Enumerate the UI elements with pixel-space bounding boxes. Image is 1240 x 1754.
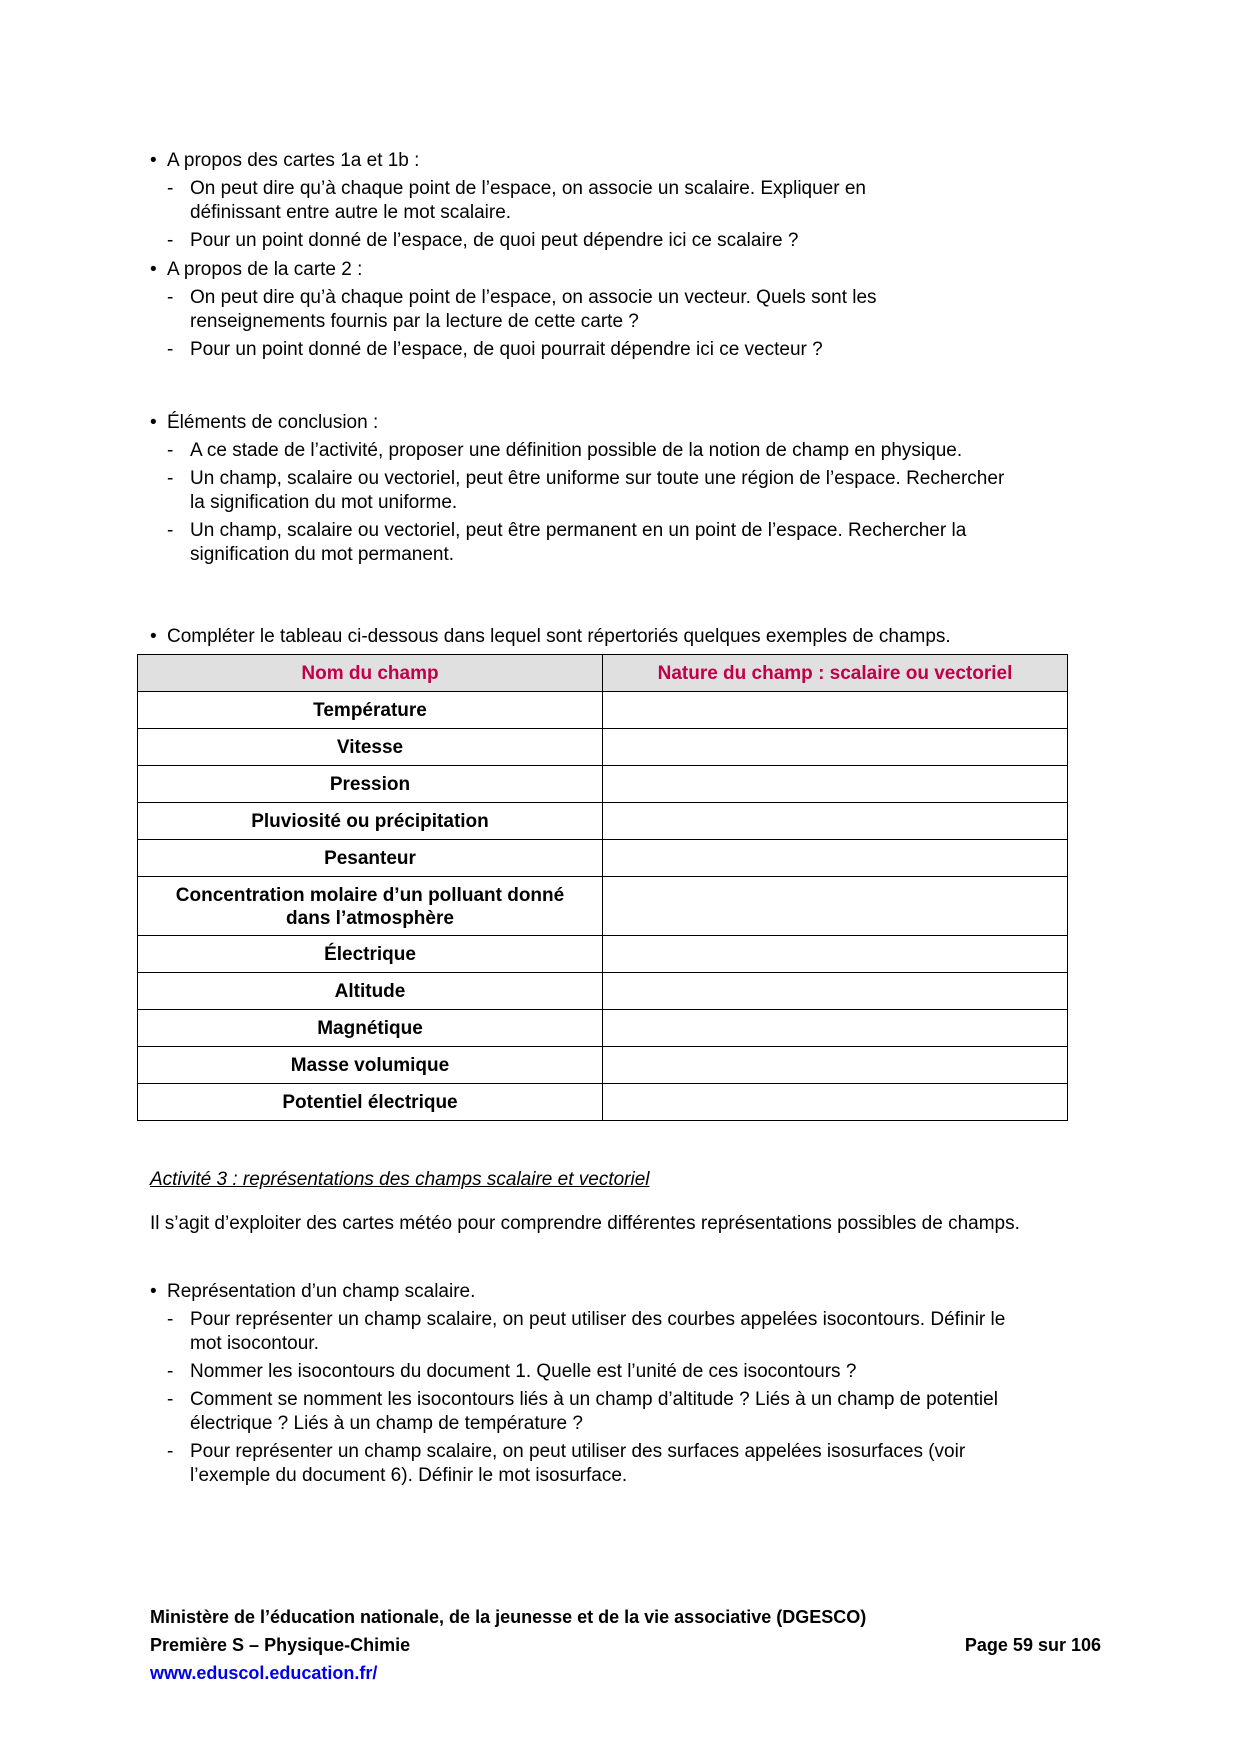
question: - Comment se nomment les isocontours liés à un champ d’altitude ? Liés à un champ de potentiel électrique ? Liés à un champ de température ? xyxy=(150,1388,1020,1436)
field-name: Électrique xyxy=(138,936,603,973)
bullet-cartes-1a-1b: • A propos des cartes 1a et 1b : xyxy=(150,149,950,173)
footer-ministry: Ministère de l’éducation nationale, de la jeunesse et de la vie associative (DGESCO) xyxy=(150,1607,867,1627)
footer-course: Première S – Physique-Chimie xyxy=(150,1635,411,1655)
question: - On peut dire qu’à chaque point de l’espace, on associe un scalaire. Expliquer en définissant entre autre le mot scalaire. xyxy=(150,177,950,225)
header-nature: Nature du champ : scalaire ou vectoriel xyxy=(603,655,1068,692)
table-row xyxy=(138,692,1068,729)
question: - On peut dire qu’à chaque point de l’espace, on associe un vecteur. Quels sont les renseignements fournis par la lecture de cette carte ? xyxy=(150,286,950,334)
header-name: Nom du champ xyxy=(138,655,603,692)
question: - Pour représenter un champ scalaire, on peut utiliser des courbes appelées isocontours. Définir le mot isocontour. xyxy=(150,1308,1020,1356)
field-nature-cell[interactable] xyxy=(603,803,1068,840)
field-name: Pluviosité ou précipitation xyxy=(138,803,603,840)
field-nature-cell[interactable] xyxy=(603,973,1068,1010)
activity-title: Activité 3 : représentations des champs scalaire et vectoriel xyxy=(150,1169,650,1190)
table-row xyxy=(138,877,1068,936)
field-name: Pesanteur xyxy=(138,840,603,877)
table-row xyxy=(138,936,1068,973)
field-nature-cell[interactable] xyxy=(603,877,1068,936)
question: - Un champ, scalaire ou vectoriel, peut être permanent en un point de l’espace. Rechercher la signification du mot permanent. xyxy=(150,519,1060,567)
table-row xyxy=(138,729,1068,766)
bullet-carte-2: • A propos de la carte 2 : xyxy=(150,258,950,282)
field-nature-cell[interactable] xyxy=(603,692,1068,729)
field-nature-cell[interactable] xyxy=(603,729,1068,766)
questions-section xyxy=(150,149,950,362)
field-nature-cell[interactable] xyxy=(603,1047,1068,1084)
activity-questions xyxy=(150,1280,1030,1488)
fields-table xyxy=(137,654,1068,1121)
table-header xyxy=(138,655,1068,692)
field-name: Potentiel électrique xyxy=(138,1084,603,1121)
bullet-scalar-representation: • Représentation d’un champ scalaire. xyxy=(150,1280,1030,1304)
page-number: Page 59 sur 106 xyxy=(964,1635,1101,1655)
question: - Pour représenter un champ scalaire, on peut utiliser des surfaces appelées isosurfaces (voir l’exemple du document 6). Définir le mot isosurface. xyxy=(150,1440,1020,1488)
table-row xyxy=(138,973,1068,1010)
field-nature-cell[interactable] xyxy=(603,1010,1068,1047)
question: - A ce stade de l’activité, proposer une définition possible de la notion de champ en physique. xyxy=(150,439,980,463)
field-name: Température xyxy=(138,692,603,729)
footer-link[interactable]: www.eduscol.education.fr/ xyxy=(150,1663,378,1683)
question: - Pour un point donné de l’espace, de quoi peut dépendre ici ce scalaire ? xyxy=(150,229,950,253)
question: - Pour un point donné de l’espace, de quoi pourrait dépendre ici ce vecteur ? xyxy=(150,338,950,362)
table-row xyxy=(138,840,1068,877)
field-nature-cell[interactable] xyxy=(603,936,1068,973)
conclusion-section xyxy=(150,411,1030,567)
field-nature-cell[interactable] xyxy=(603,840,1068,877)
field-nature-cell[interactable] xyxy=(603,1084,1068,1121)
field-name: Concentration molaire d’un polluant donné dans l’atmosphère xyxy=(138,877,603,936)
field-name: Masse volumique xyxy=(138,1047,603,1084)
field-nature-cell[interactable] xyxy=(603,766,1068,803)
field-name: Magnétique xyxy=(138,1010,603,1047)
question: - Un champ, scalaire ou vectoriel, peut être uniforme sur toute une région de l’espace. Rechercher la signification du mot uniforme. xyxy=(150,467,1020,515)
table-intro xyxy=(150,625,1080,649)
table-row xyxy=(138,1010,1068,1047)
table-row xyxy=(138,803,1068,840)
table-row xyxy=(138,766,1068,803)
bullet-conclusion: • Éléments de conclusion : xyxy=(150,411,1030,435)
field-name: Altitude xyxy=(138,973,603,1010)
field-name: Vitesse xyxy=(138,729,603,766)
table-row xyxy=(138,1084,1068,1121)
bullet-table-intro: • Compléter le tableau ci-dessous dans lequel sont répertoriés quelques exemples de champs. xyxy=(150,625,1080,649)
activity-intro: Il s’agit d’exploiter des cartes météo pour comprendre différentes représentations possibles de champs. xyxy=(150,1213,1020,1234)
table-row xyxy=(138,1047,1068,1084)
question: - Nommer les isocontours du document 1. Quelle est l’unité de ces isocontours ? xyxy=(150,1360,1030,1384)
field-name: Pression xyxy=(138,766,603,803)
